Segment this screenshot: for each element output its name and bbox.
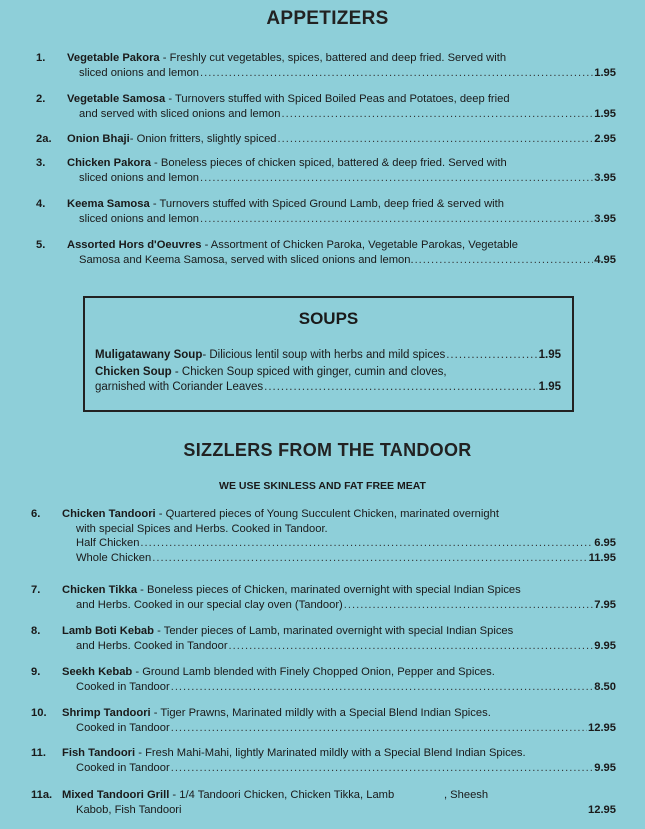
item-description-cont: sliced onions and lemon — [79, 171, 200, 184]
item-description-cont: sliced onions and lemon — [79, 66, 200, 79]
item-name: Shrimp Tandoori — [62, 707, 151, 719]
soup-item — [95, 365, 561, 394]
item-description-cont: and Herbs. Cooked in Tandoor — [76, 639, 228, 652]
item-name: Mixed Tandoori Grill — [62, 789, 170, 801]
item-description: - Turnovers stuffed with Spiced Ground Lamb, deep fried & served with — [149, 198, 504, 210]
item-description-cont: Cooked in Tandoor — [76, 761, 170, 774]
item-description: - 1/4 Tandoori Chicken, Chicken Tikka, Lamb , Sheesh — [169, 789, 489, 801]
item-price: 7.95 — [594, 598, 616, 611]
item-description-cont: and Herbs. Cooked in our special clay oven (Tandoor) — [76, 598, 343, 611]
item-number: 2a. — [36, 133, 52, 145]
item-name: Keema Samosa — [67, 198, 150, 210]
item-price: 4.95 — [594, 253, 616, 266]
item-name: Fish Tandoori — [62, 747, 136, 759]
item-description-cont: sliced onions and lemon — [79, 212, 200, 225]
item-price: 1.95 — [538, 380, 561, 393]
item-description-cont: Cooked in Tandoor — [76, 680, 170, 693]
item-description: - Chicken Soup spiced with ginger, cumin and cloves, — [171, 366, 447, 378]
item-number: 3. — [36, 157, 46, 169]
item-name: Lamb Boti Kebab — [62, 625, 154, 637]
item-price: 12.95 — [588, 721, 616, 734]
item-description: - Onion fritters, slightly spiced — [129, 133, 277, 145]
item-description: - Assortment of Chicken Paroka, Vegetable Parokas, Vegetable — [201, 239, 519, 251]
item-description: - Ground Lamb blended with Finely Chopped Onion, Pepper and Spices. — [132, 666, 495, 678]
item-number: 10. — [31, 707, 47, 719]
item-number: 4. — [36, 198, 46, 210]
item-price: 8.50 — [594, 680, 616, 693]
item-name: Chicken Pakora — [67, 157, 151, 169]
item-number: 1. — [36, 52, 46, 64]
item-price: 2.95 — [594, 133, 616, 145]
item-description: - Tender pieces of Lamb, marinated overnight with special Indian Spices — [154, 625, 514, 637]
whole-chicken-label: Whole Chicken — [76, 551, 152, 564]
item-price: 3.95 — [594, 212, 616, 225]
item-name: Chicken Soup — [95, 366, 172, 378]
item-description: - Turnovers stuffed with Spiced Boiled Peas and Potatoes, deep fried — [165, 93, 510, 105]
item-number: 11a. — [31, 789, 53, 801]
item-price: 12.95 — [588, 803, 616, 816]
item-name: Chicken Tandoori — [62, 508, 156, 520]
item-description: - Boneless pieces of chicken spiced, battered & deep fried. Served with — [150, 157, 507, 169]
item-price: 3.95 — [594, 171, 616, 184]
item-name: Seekh Kebab — [62, 666, 133, 678]
whole-chicken-price: 11.95 — [588, 551, 616, 564]
item-price: 9.95 — [594, 761, 616, 774]
item-name: Muligatawany Soup — [95, 349, 203, 361]
item-number: 7. — [31, 584, 41, 596]
item-description: - Tiger Prawns, Marinated mildly with a Special Blend Indian Spices. — [150, 707, 491, 719]
item-description-cont: Samosa and Keema Samosa, served with sliced onions and lemon. — [79, 253, 414, 266]
appetizers-heading: APPETIZERS — [266, 8, 389, 29]
sizzlers-heading: SIZZLERS FROM THE TANDOOR — [183, 440, 472, 460]
soup-item — [95, 348, 561, 363]
item-number: 5. — [36, 239, 46, 251]
item-description: - Quartered pieces of Young Succulent Chicken, marinated overnight — [155, 508, 499, 520]
item-description-cont: Cooked in Tandoor — [76, 721, 170, 734]
item-name: Chicken Tikka — [62, 584, 138, 596]
half-chicken-label: Half Chicken — [76, 537, 140, 549]
item-number: 6. — [31, 508, 41, 520]
item-description: - Fresh Mahi-Mahi, lightly Marinated mildly with a Special Blend Indian Spices. — [135, 747, 526, 759]
item-name: Vegetable Samosa — [67, 93, 166, 105]
item-number: 2. — [36, 93, 46, 105]
item-description-cont: with special Spices and Herbs. Cooked in Tandoor. — [76, 522, 328, 535]
item-description: - Boneless pieces of Chicken, marinated overnight with special Indian Spices — [137, 584, 521, 596]
soups-heading: SOUPS — [298, 309, 359, 328]
item-description: - Dilicious lentil soup with herbs and mild spices — [202, 349, 446, 361]
item-description-cont: Kabob, Fish Tandoori — [76, 803, 182, 816]
item-name: Assorted Hors d'Oeuvres — [67, 239, 202, 251]
item-description-cont: and served with sliced onions and lemon — [79, 107, 281, 120]
item-number: 11. — [31, 747, 46, 759]
item-number: 9. — [31, 666, 41, 678]
item-number: 8. — [31, 625, 41, 637]
sizzlers-note: WE USE SKINLESS AND FAT FREE MEAT — [219, 480, 426, 492]
half-chicken-price: 6.95 — [594, 537, 616, 549]
item-price: 1.95 — [594, 66, 616, 79]
item-name: Vegetable Pakora — [67, 52, 160, 64]
item-price: 1.95 — [594, 107, 616, 120]
item-description: - Freshly cut vegetables, spices, battered and deep fried. Served with — [159, 52, 507, 64]
item-description-cont: garnished with Coriander Leaves — [95, 380, 264, 393]
item-price: 9.95 — [594, 639, 616, 652]
item-name: Onion Bhaji — [67, 133, 130, 145]
item-price: 1.95 — [538, 349, 561, 361]
